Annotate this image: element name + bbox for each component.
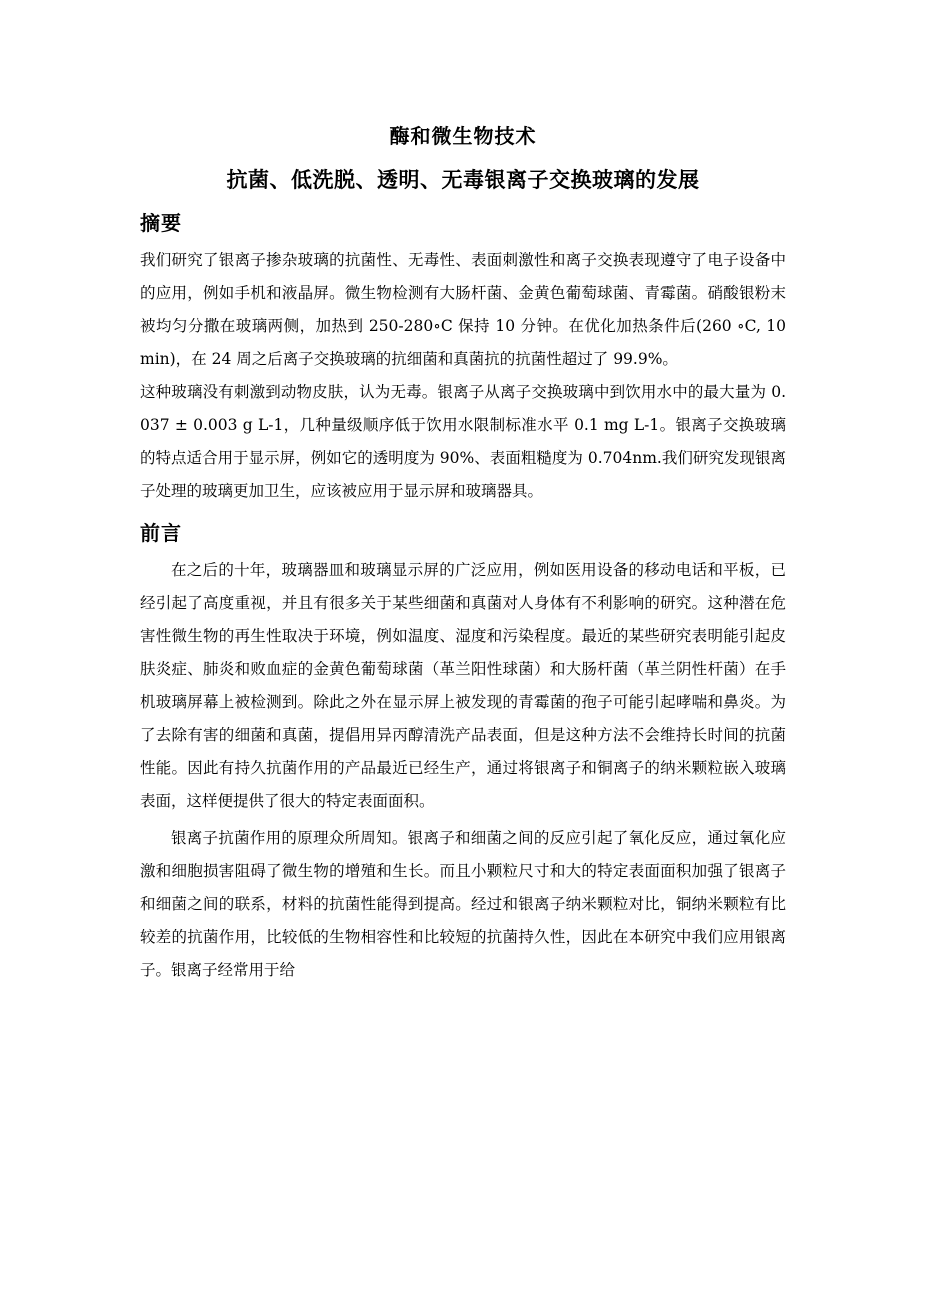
abstract-paragraph: 这种玻璃没有刺激到动物皮肤，认为无毒。银离子从离子交换玻璃中到饮用水中的最大量为 0.037 ± 0.003 g L-1，几种量级顺序低于饮用水限制标准水平 0.1 mg L-1。银离子交换玻璃的特点适合用于显示屏，例如它的透明度为 90%、表面粗糙度为 0.704nm.我们研究发现银离子处理的玻璃更加卫生，应该被应用于显示屏和玻璃器具。 [140,383,786,500]
introduction-paragraph: 银离子抗菌作用的原理众所周知。银离子和细菌之间的反应引起了氧化反应，通过氧化应激和细胞损害阻碍了微生物的增殖和生长。而且小颗粒尺寸和大的特定表面面积加强了银离子和细菌之间的联系，材料的抗菌性能得到提高。经过和银离子纳米颗粒对比，铜纳米颗粒有比较差的抗菌作用，比较低的生物相容性和比较短的抗菌持久性，因此在本研究中我们应用银离子。银离子经常用于给 [140,829,786,979]
introduction-heading: 前言 [140,521,182,545]
abstract-paragraph: 我们研究了银离子掺杂玻璃的抗菌性、无毒性、表面刺激性和离子交换表现遵守了电子设备中的应用，例如手机和液晶屏。微生物检测有大肠杆菌、金黄色葡萄球菌、青霉菌。硝酸银粉末被均匀分撒在玻璃两侧，加热到 250-280∘C 保持 10 分钟。在优化加热条件后(260 ∘C, 10 min)，在 24 周之后离子交换玻璃的抗细菌和真菌抗的抗菌性超过了 99.9%。 [140,251,786,368]
document-category-title: 酶和微生物技术 [389,124,537,148]
abstract-heading: 摘要 [140,211,182,235]
introduction-paragraph: 在之后的十年，玻璃器皿和玻璃显示屏的广泛应用，例如医用设备的移动电话和平板，已经引起了高度重视，并且有很多关于某些细菌和真菌对人身体有不利影响的研究。这种潜在危害性微生物的再生性取决于环境，例如温度、湿度和污染程度。最近的某些研究表明能引起皮肤炎症、肺炎和败血症的金黄色葡萄球菌（革兰阳性球菌）和大肠杆菌（革兰阴性杆菌）在手机玻璃屏幕上被检测到。除此之外在显示屏上被发现的青霉菌的孢子可能引起哮喘和鼻炎。为了去除有害的细菌和真菌，提倡用异丙醇清洗产品表面，但是这种方法不会维持长时间的抗菌性能。因此有持久抗菌作用的产品最近已经生产，通过将银离子和铜离子的纳米颗粒嵌入玻璃表面，这样便提供了很大的特定表面面积。 [140,561,786,810]
document-body [140,118,786,987]
article-title: 抗菌、低洗脱、透明、无毒银离子交换玻璃的发展 [226,167,700,192]
